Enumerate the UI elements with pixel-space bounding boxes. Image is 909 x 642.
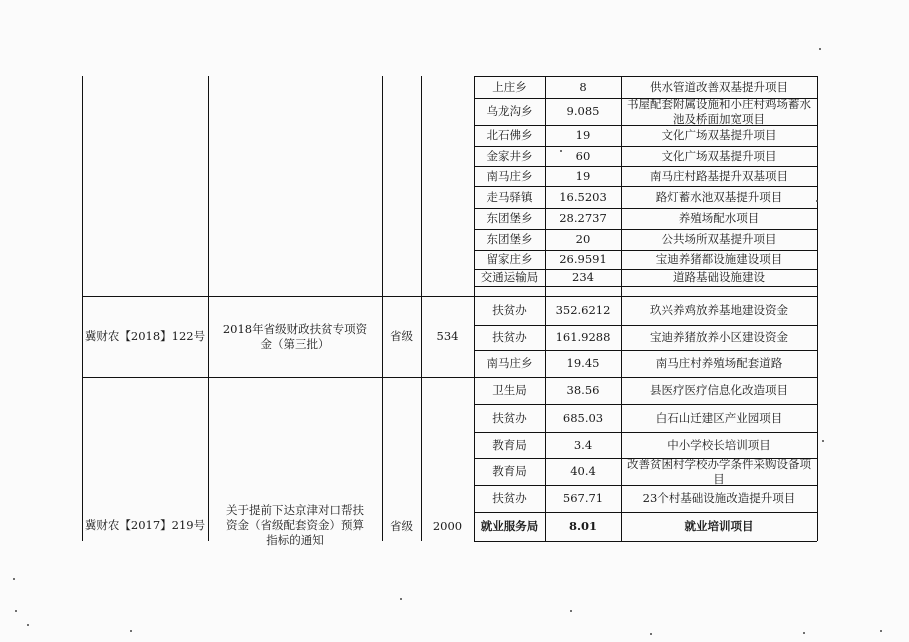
project-cell: 改善贫困村学校办学条件采购设备项目: [627, 456, 811, 486]
project-cell: 供水管道改善双基提升项目: [650, 79, 788, 94]
detail-row-rule: [474, 541, 817, 542]
amount-cell: 161.9288: [555, 330, 611, 344]
scan-speck: [400, 598, 402, 600]
unit-cell: 北石佛乡: [486, 128, 533, 142]
amount-cell: 20: [575, 232, 591, 246]
amount-cell: 567.71: [562, 491, 604, 505]
scan-speck: [560, 150, 562, 152]
unit-cell: 就业服务局: [480, 519, 539, 533]
scan-speck: [880, 630, 882, 632]
project-cell: 宝迪养猪放养小区建设资金: [650, 330, 788, 344]
unit-cell: 东团堡乡: [486, 232, 533, 246]
scan-speck: [570, 610, 572, 612]
unit-cell: 上庄乡: [492, 79, 527, 94]
project-cell: 南马庄村养殖场配套道路: [655, 356, 783, 370]
amount-cell: 26.9591: [559, 252, 607, 266]
scan-speck: [803, 632, 805, 634]
unit-cell: 乌龙沟乡: [486, 104, 533, 118]
unit-cell: 金家井乡: [486, 148, 533, 163]
amount-cell: 234: [572, 270, 594, 284]
amount-cell: 38.56: [566, 383, 600, 397]
project-cell: 23个村基础设施改造提升项目: [642, 491, 796, 505]
amount-cell: 40.4: [570, 464, 596, 478]
amount-cell: 28.2737: [559, 211, 607, 225]
unit-cell: 南马庄乡: [486, 356, 533, 370]
unit-cell: 交通运输局: [480, 270, 539, 284]
fund-name-cell: 2018年省级财政扶贫专项资金（第三批）: [222, 321, 368, 351]
amount-cell: 3.4: [573, 437, 593, 452]
unit-cell: 留家庄乡: [486, 252, 533, 266]
unit-cell: 教育局: [492, 464, 527, 478]
doc-number-cell: 冀财农【2018】122号: [84, 329, 206, 343]
project-cell: 白石山迁建区产业园项目: [655, 410, 783, 425]
unit-cell: 扶贫办: [492, 410, 527, 425]
amount-cell: 685.03: [562, 410, 604, 425]
project-cell: 文化广场双基提升项目: [661, 128, 777, 142]
unit-cell: 教育局: [492, 437, 527, 452]
amount-cell: 19: [575, 128, 591, 142]
unit-cell: 东团堡乡: [486, 211, 533, 225]
amount-cell: 8: [579, 79, 587, 94]
scan-speck: [27, 624, 29, 626]
unit-cell: 扶贫办: [492, 303, 527, 317]
amount-cell: 19.45: [566, 356, 600, 370]
project-cell: 中小学校长培训项目: [667, 437, 771, 452]
unit-cell: 扶贫办: [492, 330, 527, 344]
unit-cell: [474, 286, 545, 296]
amount-cell: 352.6212: [555, 303, 611, 317]
scan-speck: [819, 48, 821, 50]
project-cell: 县医疗医疗信息化改造项目: [650, 383, 788, 397]
project-cell: 玖兴养鸡放养基地建设资金: [650, 303, 788, 317]
project-cell: 公共场所双基提升项目: [661, 232, 777, 246]
amount-cell: 8.01: [568, 519, 597, 533]
unit-cell: 扶贫办: [492, 491, 527, 505]
scan-speck: [650, 633, 652, 635]
right-border: [817, 76, 818, 541]
level-cell: 省级: [390, 519, 413, 533]
project-cell: 路灯蓄水池双基提升项目: [655, 189, 783, 204]
amount-cell: 16.5203: [559, 189, 607, 204]
scan-speck: [15, 610, 17, 612]
total-amount-cell: 2000: [432, 519, 463, 533]
project-cell: 养殖场配水项目: [678, 211, 760, 225]
amount-cell: 19: [575, 168, 591, 183]
project-cell: 书屋配套附属设施和小庄村鸡场蓄水池及桥面加宽项目: [627, 96, 811, 126]
project-cell: 道路基础设施建设: [673, 270, 765, 284]
project-cell: 南马庄村路基提升双基项目: [650, 168, 788, 183]
unit-cell: 卫生局: [492, 383, 527, 397]
project-cell: [621, 286, 817, 296]
amount-cell: [545, 286, 621, 296]
scan-speck: [822, 440, 824, 442]
scan-speck: [13, 578, 15, 580]
unit-cell: 走马驿镇: [486, 189, 533, 204]
project-cell: 文化广场双基提升项目: [661, 148, 777, 163]
unit-cell: 南马庄乡: [486, 168, 533, 183]
scan-speck: [816, 200, 818, 202]
level-cell: 省级: [390, 329, 413, 343]
amount-cell: 9.085: [566, 104, 600, 118]
project-cell: 就业培训项目: [684, 519, 754, 533]
project-cell: 宝迪养猪都设施建设项目: [655, 252, 783, 266]
amount-cell: 60: [575, 148, 591, 163]
doc-number-cell: 冀财农【2017】219号: [84, 518, 206, 532]
total-amount-cell: 534: [436, 329, 459, 343]
fund-name-cell: 关于提前下达京津对口帮扶资金（省级配套资金）预算指标的通知: [226, 503, 364, 547]
scan-speck: [130, 630, 132, 632]
